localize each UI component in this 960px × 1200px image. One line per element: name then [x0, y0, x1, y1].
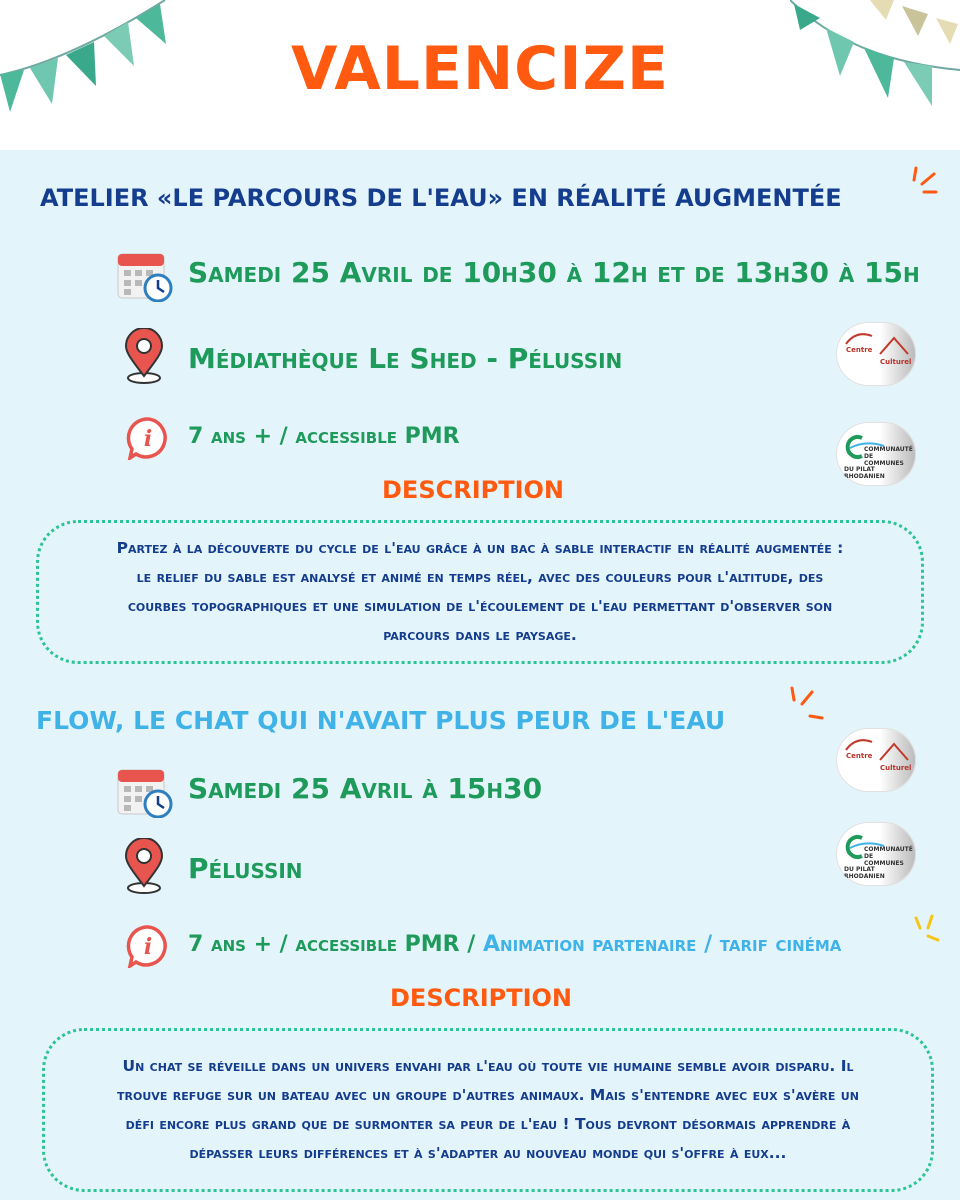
location-pin-icon [124, 838, 164, 894]
event1-description-box [36, 520, 924, 664]
event1-info: 7 ans + / accessible PMR [188, 424, 460, 449]
sparkle-icon [912, 914, 942, 948]
event2-info-main: 7 ans + / accessible PMR / [188, 932, 483, 957]
svg-text:i: i [143, 426, 153, 452]
event1-description-title: DESCRIPTION [382, 476, 565, 504]
event2-description: Un chat se réveille dans un univers envahi par l'eau où toute vie humaine semble avoir disparu. Il trouve refuge sur un bateau avec un groupe d'autres animaux. Mais s'entendre avec eux s'avère un défi encore plus grand que de surmonter sa peur de l'eau ! Tous devront désormais apprendre à dépasser leurs différences et à s'adapter au nouveau monde qui s'offre à eux... [117, 1057, 859, 1162]
location-pin-icon [124, 328, 164, 384]
calendar-icon [116, 248, 174, 302]
svg-text:i: i [143, 934, 153, 960]
info-icon [126, 416, 170, 460]
calendar-icon [116, 764, 174, 818]
logo-text: Culturel [880, 358, 912, 366]
logo-text: COMMUNAUTÉ DE COMMUNES [864, 846, 913, 867]
event1-title: ATELIER «LE PARCOURS DE L'EAU» EN RÉALITÉ AUGMENTÉE [40, 184, 842, 212]
info-icon [126, 924, 170, 968]
centre-culturel-logo [836, 728, 916, 792]
event2-description-title: DESCRIPTION [390, 984, 573, 1012]
logo-text: DU PILAT RHODANIEN [844, 466, 885, 480]
event2-place: Pélussin [188, 852, 303, 885]
communaute-logo [836, 422, 916, 486]
logo-text: Centre [846, 752, 873, 760]
event1-description: Partez à la découverte du cycle de l'eau grâce à un bac à sable interactif en réalité augmentée : le relief du sable est analysé et animé en temps réel, avec des couleurs pour l'altitude, des courbes topographiques et une simulation de l'écoulement de l'eau permettant d'observer son parcours dans le paysage. [116, 539, 844, 644]
centre-culturel-logo [836, 322, 916, 386]
sparkle-icon [786, 686, 826, 726]
logo-text: Centre [846, 346, 873, 354]
event2-title: FLOW, LE CHAT QUI N'AVAIT PLUS PEUR DE L'EAU [36, 706, 726, 735]
event2-info-partner: Animation partenaire / tarif cinéma [482, 932, 842, 957]
sparkle-icon [900, 166, 940, 206]
page-title: VALENCIZE [290, 34, 670, 104]
event2-date: Samedi 25 Avril à 15h30 [188, 772, 543, 805]
event1-date: Samedi 25 Avril de 10h30 à 12h et de 13h30 à 15h [188, 256, 920, 289]
communaute-logo [836, 822, 916, 886]
event2-info [188, 932, 841, 957]
event1-place: Médiathèque Le Shed - Pélussin [188, 342, 623, 375]
logo-text: DU PILAT RHODANIEN [844, 866, 885, 880]
logo-text: COMMUNAUTÉ DE COMMUNES [864, 446, 913, 467]
logo-text: Culturel [880, 764, 912, 772]
event2-description-box [42, 1028, 934, 1192]
